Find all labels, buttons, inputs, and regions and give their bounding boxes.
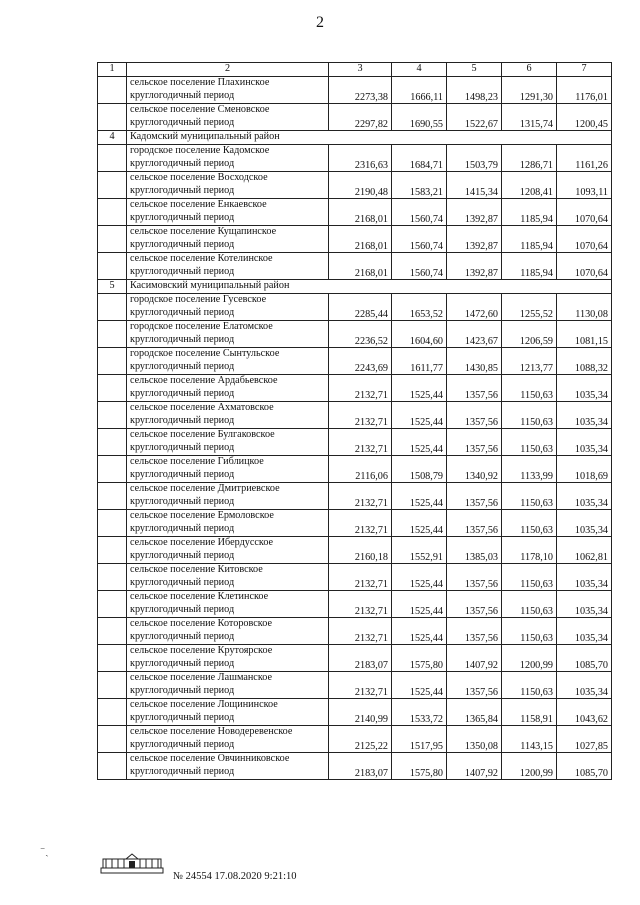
tariff-value: 1035,34	[557, 672, 612, 699]
tariff-value: 1407,92	[447, 645, 502, 672]
row-number-cell	[98, 253, 127, 280]
settlement-row	[98, 104, 612, 118]
tariff-value: 1018,69	[557, 456, 612, 483]
period-label: круглогодичный период	[127, 631, 329, 645]
tariff-value: 1208,41	[502, 172, 557, 199]
building-stamp-icon	[100, 853, 164, 875]
settlement-name: сельское поселение Булгаковское	[127, 429, 329, 443]
settlement-row	[98, 753, 612, 767]
tariff-value: 2140,99	[329, 699, 392, 726]
tariff-value: 1575,80	[392, 753, 447, 780]
tariff-value: 1315,74	[502, 104, 557, 131]
tariff-value: 1035,34	[557, 375, 612, 402]
settlement-name: городское поселение Сынтульское	[127, 348, 329, 362]
tariff-value: 1085,70	[557, 645, 612, 672]
tariff-value: 1525,44	[392, 483, 447, 510]
header-cell: 5	[447, 63, 502, 77]
tariff-value: 1525,44	[392, 672, 447, 699]
tariff-value: 1200,99	[502, 753, 557, 780]
settlement-row	[98, 172, 612, 186]
tariff-value: 1357,56	[447, 402, 502, 429]
tariff-value: 1035,34	[557, 564, 612, 591]
settlement-name: сельское поселение Восходское	[127, 172, 329, 186]
district-row	[98, 280, 612, 294]
tariff-value: 2125,22	[329, 726, 392, 753]
row-number-cell	[98, 591, 127, 618]
tariff-value: 1035,34	[557, 618, 612, 645]
period-label: круглогодичный период	[127, 334, 329, 348]
tariff-value: 1357,56	[447, 618, 502, 645]
tariff-value: 1357,56	[447, 429, 502, 456]
tariff-value: 2116,06	[329, 456, 392, 483]
tariff-value: 1150,63	[502, 429, 557, 456]
tariff-table-body	[98, 63, 612, 780]
period-label: круглогодичный период	[127, 266, 329, 280]
district-number: 5	[98, 280, 127, 294]
row-number-cell	[98, 104, 127, 131]
settlement-row	[98, 726, 612, 740]
settlement-name: сельское поселение Лашманское	[127, 672, 329, 686]
settlement-name: городское поселение Елатомское	[127, 321, 329, 335]
row-number-cell	[98, 618, 127, 645]
tariff-value: 1213,77	[502, 348, 557, 375]
tariff-value: 1206,59	[502, 321, 557, 348]
header-cell: 7	[557, 63, 612, 77]
tariff-value: 1176,01	[557, 77, 612, 104]
tariff-value: 1430,85	[447, 348, 502, 375]
tariff-value: 1178,10	[502, 537, 557, 564]
header-cell: 3	[329, 63, 392, 77]
settlement-row	[98, 402, 612, 416]
page-number: 2	[316, 14, 324, 31]
period-label: круглогодичный период	[127, 766, 329, 780]
settlement-row	[98, 199, 612, 213]
period-label: круглогодичный период	[127, 185, 329, 199]
settlement-row	[98, 672, 612, 686]
tariff-value: 2285,44	[329, 294, 392, 321]
settlement-name: сельское поселение Ермоловское	[127, 510, 329, 524]
tariff-value: 1350,08	[447, 726, 502, 753]
settlement-row	[98, 618, 612, 632]
tariff-table	[97, 62, 612, 780]
row-number-cell	[98, 226, 127, 253]
period-label: круглогодичный период	[127, 550, 329, 564]
tariff-value: 1035,34	[557, 429, 612, 456]
settlement-name: сельское поселение Енкаевское	[127, 199, 329, 213]
header-cell: 4	[392, 63, 447, 77]
settlement-name: сельское поселение Которовское	[127, 618, 329, 632]
period-label: круглогодичный период	[127, 117, 329, 131]
tariff-value: 1185,94	[502, 253, 557, 280]
tariff-value: 1158,91	[502, 699, 557, 726]
tariff-value: 1575,80	[392, 645, 447, 672]
tariff-value: 1392,87	[447, 226, 502, 253]
district-row	[98, 131, 612, 145]
tariff-value: 1150,63	[502, 483, 557, 510]
period-label: круглогодичный период	[127, 442, 329, 456]
tariff-value: 1653,52	[392, 294, 447, 321]
tariff-value: 1150,63	[502, 591, 557, 618]
tariff-value: 1525,44	[392, 618, 447, 645]
tariff-value: 1385,03	[447, 537, 502, 564]
row-number-cell	[98, 145, 127, 172]
row-number-cell	[98, 753, 127, 780]
row-number-cell	[98, 726, 127, 753]
tariff-value: 2183,07	[329, 753, 392, 780]
tariff-value: 1472,60	[447, 294, 502, 321]
period-label: круглогодичный период	[127, 158, 329, 172]
settlement-name: сельское поселение Плахинское	[127, 77, 329, 91]
settlement-name: сельское поселение Китовское	[127, 564, 329, 578]
tariff-value: 1357,56	[447, 375, 502, 402]
document-timestamp: 17.08.2020 9:21:10	[214, 871, 297, 882]
tariff-value: 1150,63	[502, 375, 557, 402]
tariff-value: 1357,56	[447, 591, 502, 618]
tariff-value: 1666,11	[392, 77, 447, 104]
document-registration-stamp	[173, 871, 297, 882]
row-number-cell	[98, 483, 127, 510]
tariff-value: 2132,71	[329, 591, 392, 618]
header-cell: 1	[98, 63, 127, 77]
district-number: 4	[98, 131, 127, 145]
period-label: круглогодичный период	[127, 239, 329, 253]
settlement-row	[98, 145, 612, 159]
row-number-cell	[98, 564, 127, 591]
settlement-name: сельское поселение Ибердусское	[127, 537, 329, 551]
settlement-row	[98, 294, 612, 308]
tariff-value: 1684,71	[392, 145, 447, 172]
tariff-value: 2168,01	[329, 253, 392, 280]
settlement-row	[98, 591, 612, 605]
header-cell: 6	[502, 63, 557, 77]
period-label: круглогодичный период	[127, 469, 329, 483]
tariff-value: 2243,69	[329, 348, 392, 375]
period-label: круглогодичный период	[127, 388, 329, 402]
row-number-cell	[98, 348, 127, 375]
row-number-cell	[98, 294, 127, 321]
row-number-cell	[98, 510, 127, 537]
tariff-value: 1062,81	[557, 537, 612, 564]
tariff-value: 1291,30	[502, 77, 557, 104]
tariff-value: 2168,01	[329, 226, 392, 253]
settlement-name: сельское поселение Клетинское	[127, 591, 329, 605]
row-number-cell	[98, 672, 127, 699]
tariff-value: 1508,79	[392, 456, 447, 483]
settlement-row	[98, 348, 612, 362]
district-name: Касимовский муниципальный район	[127, 280, 612, 294]
tariff-value: 2168,01	[329, 199, 392, 226]
tariff-value: 1043,62	[557, 699, 612, 726]
settlement-row	[98, 77, 612, 91]
tariff-value: 1357,56	[447, 672, 502, 699]
tariff-value: 2160,18	[329, 537, 392, 564]
tariff-value: 1150,63	[502, 402, 557, 429]
tariff-value: 1133,99	[502, 456, 557, 483]
tariff-value: 1560,74	[392, 199, 447, 226]
tariff-value: 1525,44	[392, 510, 447, 537]
tariff-value: 1498,23	[447, 77, 502, 104]
header-cell: 2	[127, 63, 329, 77]
tariff-value: 1503,79	[447, 145, 502, 172]
tariff-value: 1690,55	[392, 104, 447, 131]
document-number: № 24554	[173, 871, 212, 882]
tariff-value: 2132,71	[329, 375, 392, 402]
tariff-value: 1415,34	[447, 172, 502, 199]
row-number-cell	[98, 321, 127, 348]
row-number-cell	[98, 456, 127, 483]
tariff-value: 1161,26	[557, 145, 612, 172]
period-label: круглогодичный период	[127, 685, 329, 699]
tariff-value: 1081,15	[557, 321, 612, 348]
tariff-value: 1423,67	[447, 321, 502, 348]
tariff-value: 2236,52	[329, 321, 392, 348]
tariff-value: 1357,56	[447, 483, 502, 510]
tariff-value: 1611,77	[392, 348, 447, 375]
tariff-value: 1525,44	[392, 402, 447, 429]
tariff-value: 1357,56	[447, 564, 502, 591]
tariff-value: 1392,87	[447, 253, 502, 280]
tariff-value: 1552,91	[392, 537, 447, 564]
period-label: круглогодичный период	[127, 712, 329, 726]
tariff-value: 1143,15	[502, 726, 557, 753]
settlement-name: сельское поселение Новодеревенское	[127, 726, 329, 740]
tariff-value: 1200,99	[502, 645, 557, 672]
tariff-value: 2297,82	[329, 104, 392, 131]
tariff-value: 1035,34	[557, 483, 612, 510]
settlement-name: сельское поселение Ахматовское	[127, 402, 329, 416]
tariff-value: 1088,32	[557, 348, 612, 375]
settlement-row	[98, 699, 612, 713]
settlement-row	[98, 253, 612, 267]
tariff-value: 1255,52	[502, 294, 557, 321]
tariff-value: 1357,56	[447, 510, 502, 537]
tariff-value: 2132,71	[329, 402, 392, 429]
row-number-cell	[98, 429, 127, 456]
tariff-value: 2132,71	[329, 429, 392, 456]
settlement-row	[98, 564, 612, 578]
row-number-cell	[98, 645, 127, 672]
tariff-value: 1525,44	[392, 375, 447, 402]
settlement-row	[98, 483, 612, 497]
tariff-value: 1185,94	[502, 226, 557, 253]
tariff-value: 1533,72	[392, 699, 447, 726]
settlement-name: сельское поселение Лощининское	[127, 699, 329, 713]
settlement-row	[98, 429, 612, 443]
district-name: Кадомский муниципальный район	[127, 131, 612, 145]
tariff-value: 2132,71	[329, 618, 392, 645]
tariff-value: 2132,71	[329, 564, 392, 591]
tariff-value: 1150,63	[502, 672, 557, 699]
row-number-cell	[98, 699, 127, 726]
settlement-name: сельское поселение Сменовское	[127, 104, 329, 118]
tariff-value: 1560,74	[392, 226, 447, 253]
settlement-name: сельское поселение Гиблицкое	[127, 456, 329, 470]
tariff-value: 1130,08	[557, 294, 612, 321]
scan-mark: ⁻ˎ	[40, 846, 49, 857]
tariff-value: 1517,95	[392, 726, 447, 753]
tariff-value: 1093,11	[557, 172, 612, 199]
tariff-value: 1150,63	[502, 618, 557, 645]
tariff-value: 1070,64	[557, 226, 612, 253]
period-label: круглогодичный период	[127, 496, 329, 510]
settlement-row	[98, 510, 612, 524]
settlement-name: городское поселение Гусевское	[127, 294, 329, 308]
tariff-value: 2316,63	[329, 145, 392, 172]
tariff-value: 2132,71	[329, 510, 392, 537]
row-number-cell	[98, 537, 127, 564]
tariff-value: 1070,64	[557, 199, 612, 226]
settlement-name: сельское поселение Дмитриевское	[127, 483, 329, 497]
settlement-name: сельское поселение Ардабьевское	[127, 375, 329, 389]
period-label: круглогодичный период	[127, 604, 329, 618]
tariff-value: 1604,60	[392, 321, 447, 348]
tariff-value: 2183,07	[329, 645, 392, 672]
tariff-value: 2190,48	[329, 172, 392, 199]
tariff-value: 1407,92	[447, 753, 502, 780]
settlement-name: сельское поселение Крутоярское	[127, 645, 329, 659]
period-label: круглогодичный период	[127, 307, 329, 321]
period-label: круглогодичный период	[127, 523, 329, 537]
period-label: круглогодичный период	[127, 90, 329, 104]
table-header-row	[98, 63, 612, 77]
tariff-value: 1525,44	[392, 429, 447, 456]
period-label: круглогодичный период	[127, 658, 329, 672]
period-label: круглогодичный период	[127, 212, 329, 226]
row-number-cell	[98, 402, 127, 429]
tariff-value: 2132,71	[329, 483, 392, 510]
period-label: круглогодичный период	[127, 739, 329, 753]
tariff-value: 1150,63	[502, 510, 557, 537]
tariff-value: 1560,74	[392, 253, 447, 280]
settlement-row	[98, 456, 612, 470]
tariff-value: 1340,92	[447, 456, 502, 483]
settlement-name: сельское поселение Котелинское	[127, 253, 329, 267]
tariff-value: 1200,45	[557, 104, 612, 131]
row-number-cell	[98, 172, 127, 199]
tariff-value: 1583,21	[392, 172, 447, 199]
period-label: круглогодичный период	[127, 577, 329, 591]
settlement-row	[98, 645, 612, 659]
settlement-row	[98, 321, 612, 335]
tariff-value: 2273,38	[329, 77, 392, 104]
tariff-value: 1365,84	[447, 699, 502, 726]
tariff-value: 1286,71	[502, 145, 557, 172]
tariff-value: 1035,34	[557, 510, 612, 537]
tariff-value: 1392,87	[447, 199, 502, 226]
tariff-value: 1035,34	[557, 402, 612, 429]
tariff-value: 1070,64	[557, 253, 612, 280]
tariff-value: 1027,85	[557, 726, 612, 753]
row-number-cell	[98, 199, 127, 226]
tariff-value: 1525,44	[392, 591, 447, 618]
settlement-name: сельское поселение Кущапинское	[127, 226, 329, 240]
tariff-value: 1085,70	[557, 753, 612, 780]
row-number-cell	[98, 77, 127, 104]
tariff-value: 2132,71	[329, 672, 392, 699]
tariff-value: 1035,34	[557, 591, 612, 618]
page-footer	[0, 840, 640, 900]
row-number-cell	[98, 375, 127, 402]
period-label: круглогодичный период	[127, 415, 329, 429]
period-label: круглогодичный период	[127, 361, 329, 375]
settlement-name: сельское поселение Овчинниковское	[127, 753, 329, 767]
settlement-row	[98, 537, 612, 551]
tariff-value: 1185,94	[502, 199, 557, 226]
settlement-row	[98, 226, 612, 240]
tariff-value: 1522,67	[447, 104, 502, 131]
settlement-name: городское поселение Кадомское	[127, 145, 329, 159]
settlement-row	[98, 375, 612, 389]
tariff-value: 1525,44	[392, 564, 447, 591]
tariff-value: 1150,63	[502, 564, 557, 591]
